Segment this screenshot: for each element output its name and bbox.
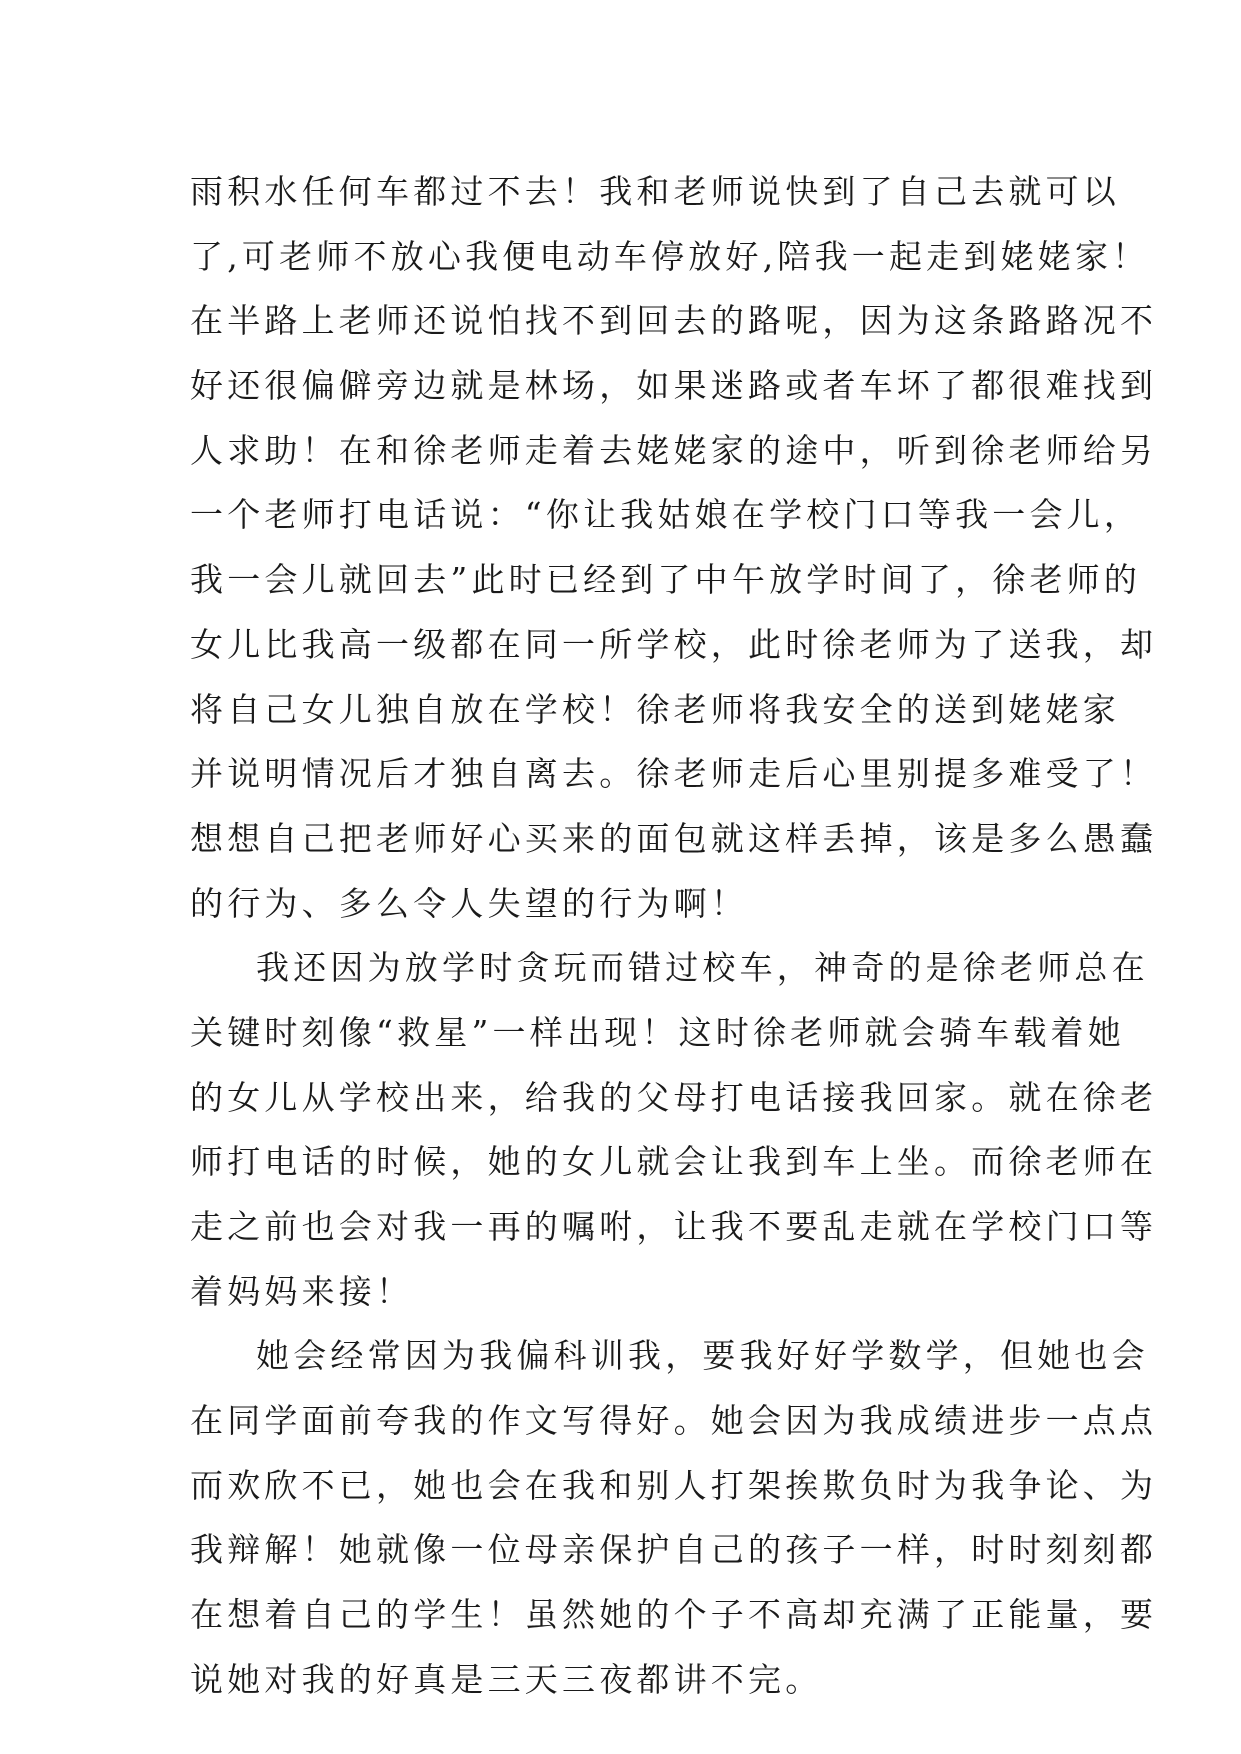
paragraph-1-line: 将自己女儿独自放在学校！徐老师将我安全的送到姥姥家 — [190, 689, 1120, 729]
paragraph-1-line: 了,可老师不放心我便电动车停放好,陪我一起走到姥姥家！ — [190, 236, 1150, 276]
paragraph-3-line: 而欢欣不已，她也会在我和别人打架挨欺负时为我争论、为 — [190, 1465, 1158, 1505]
paragraph-2-line: 走之前也会对我一再的嘱咐，让我不要乱走就在学校门口等 — [190, 1207, 1158, 1246]
paragraph-2-line: 我还因为放学时贪玩而错过校车，神奇的是徐老师总在 — [256, 948, 1149, 988]
paragraph-3-line: 她会经常因为我偏科训我，要我好好学数学，但她也会 — [256, 1336, 1149, 1376]
paragraph-1-line: 好还很偏僻旁边就是林场，如果迷路或者车坏了都很难找到 — [190, 366, 1158, 406]
paragraph-1-line: 雨积水任何车都过不去！我和老师说快到了自己去就可以 — [190, 172, 1120, 211]
paragraph-1-line: 我一会儿就回去”此时已经到了中午放学时间了，徐老师的 — [190, 560, 1142, 600]
paragraph-1-line: 一个老师打电话说：“你让我姑娘在学校门口等我一会儿， — [190, 495, 1142, 535]
paragraph-2-line: 关键时刻像“救星”一样出现！这时徐老师就会骑车载着她 — [190, 1012, 1125, 1052]
paragraph-2-line: 着妈妈来接！ — [190, 1271, 414, 1311]
paragraph-1-line: 人求助！在和徐老师走着去姥姥家的途中，听到徐老师给另 — [190, 430, 1158, 470]
paragraph-3-line: 在同学面前夸我的作文写得好。她会因为我成绩进步一点点 — [190, 1401, 1158, 1441]
paragraph-3-line: 在想着自己的学生！虽然她的个子不高却充满了正能量，要 — [190, 1595, 1158, 1635]
paragraph-1-line: 女儿比我高一级都在同一所学校，此时徐老师为了送我，却 — [190, 624, 1158, 664]
paragraph-1-line: 的行为、多么令人失望的行为啊！ — [190, 883, 748, 923]
paragraph-1-line: 想想自己把老师好心买来的面包就这样丢掉，该是多么愚蠢 — [190, 818, 1158, 858]
paragraph-1-line: 并说明情况后才独自离去。徐老师走后心里别提多难受了！ — [190, 754, 1158, 794]
document-body — [190, 160, 1158, 1713]
paragraph-3-line: 说她对我的好真是三天三夜都讲不完。 — [190, 1659, 823, 1699]
paragraph-2-line: 的女儿从学校出来，给我的父母打电话接我回家。就在徐老 — [190, 1077, 1158, 1117]
paragraph-1-line: 在半路上老师还说怕找不到回去的路呢，因为这条路路况不 — [190, 301, 1158, 341]
paragraph-2-line: 师打电话的时候，她的女儿就会让我到车上坐。而徐老师在 — [190, 1142, 1158, 1182]
paragraph-3-line: 我辩解！她就像一位母亲保护自己的孩子一样，时时刻刻都 — [190, 1530, 1158, 1570]
